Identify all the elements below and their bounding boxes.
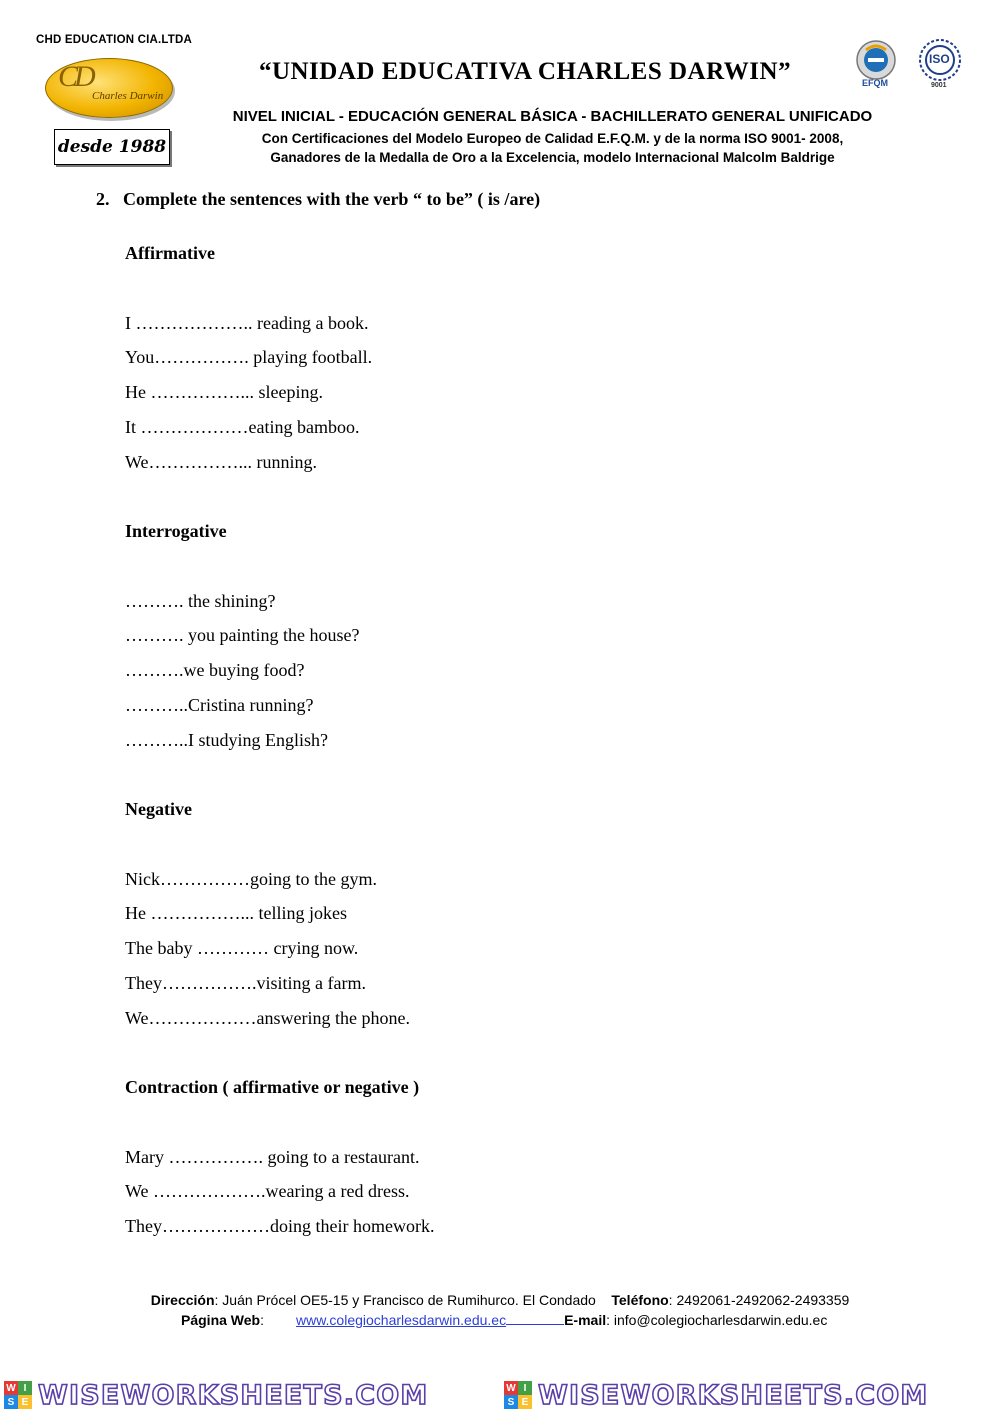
watermark-logo-icon [4,1381,32,1409]
iso-label: ISO [929,52,950,66]
affirmative-sentence-2[interactable]: You……………. playing football. [125,347,373,367]
certifications-line-2: Ganadores de la Medalla de Oro a la Excelencia, modelo Internacional Malcolm Baldrige [270,150,835,165]
affirmative-sentence-3[interactable]: He ……………... sleeping. [125,382,323,402]
exercise-instruction-text: Complete the sentences with the verb “ to be” ( is /are) [123,189,541,209]
interrogative-sentence-5[interactable]: ………..I studying English? [125,730,328,750]
negative-sentence-3[interactable]: The baby ………… crying now. [125,938,359,958]
section-contraction-title: Contraction ( affirmative or negative ) [125,1077,420,1097]
watermark-icon-i: I [18,1381,32,1395]
company-name: CHD EDUCATION CIA.LTDA [36,34,193,46]
section-interrogative-title: Interrogative [125,521,227,541]
affirmative-sentence-5[interactable]: We……………... running. [125,452,318,472]
logo-monogram: CD [58,60,92,93]
web-separator: : [260,1312,264,1328]
watermark-2 [504,1377,928,1413]
efqm-label: EFQM [862,78,888,88]
certifications [210,129,895,167]
address-label: Dirección [150,1292,215,1308]
address-value: : Juán Prócel OE5-15 y Francisco de Rumihurco. El Condado [214,1292,596,1308]
contraction-sentence-2[interactable]: We ……………….wearing a red dress. [125,1181,410,1201]
interrogative-sentence-4[interactable]: ………..Cristina running? [125,695,314,715]
watermark-icon-e: E [518,1395,532,1409]
phone-label: Teléfono [611,1292,669,1308]
interrogative-sentence-1[interactable]: ………. the shining? [125,591,276,611]
watermark-icon-w: W [4,1381,18,1395]
logo-signature: Charles Darwin [92,90,164,102]
watermark-text: WISEWORKSHEETS.COM [38,1379,429,1411]
negative-sentence-2[interactable]: He ……………... telling jokes [125,903,347,923]
footer-address [0,1292,1000,1308]
contraction-sentence-3[interactable]: They………………doing their homework. [125,1216,435,1236]
phone-value: : 2492061-2492062-2493359 [668,1292,850,1308]
certifications-line-1: Con Certificaciones del Modelo Europeo de Calidad E.F.Q.M. y de la norma ISO 9001- 2008, [261,131,844,146]
watermark-icon-e: E [18,1395,32,1409]
footer-contact [181,1312,827,1328]
web-label: Página Web [181,1312,261,1328]
watermark-logo-icon [504,1381,532,1409]
affirmative-sentence-4[interactable]: It ………………eating bamboo. [125,417,360,437]
watermark-1 [4,1377,428,1413]
watermark-icon-w: W [504,1381,518,1395]
email-label: E-mail [564,1312,607,1328]
watermark-icon-i: I [518,1381,532,1395]
watermark-icon-s: S [504,1395,518,1409]
section-affirmative-title: Affirmative [125,243,215,263]
efqm-logo [848,38,904,90]
exercise-number: 2. [96,189,110,209]
negative-sentence-4[interactable]: They…………….visiting a farm. [125,973,366,993]
affirmative-sentence-1[interactable]: I ……………….. reading a book. [125,313,369,333]
email-value: : info@colegiocharlesdarwin.edu.ec [606,1312,828,1328]
negative-sentence-1[interactable]: Nick……………going to the gym. [125,869,377,889]
school-title: “UNIDAD EDUCATIVA CHARLES DARWIN” [258,58,792,85]
section-negative-title: Negative [125,799,192,819]
iso-logo [918,38,962,90]
contraction-sentence-1[interactable]: Mary ……………. going to a restaurant. [125,1147,420,1167]
interrogative-sentence-3[interactable]: ……….we buying food? [125,660,305,680]
website-link[interactable]: www.colegiocharlesdarwin.edu.ec [295,1312,507,1328]
watermark-text: WISEWORKSHEETS.COM [538,1379,929,1411]
negative-sentence-5[interactable]: We………………answering the phone. [125,1008,410,1028]
iso-number: 9001 [931,82,947,89]
exercise-instruction [96,189,540,210]
founded-badge: desde 1988 [54,129,170,165]
watermark-icon-s: S [4,1395,18,1409]
education-levels: NIVEL INICIAL - EDUCACIÓN GENERAL BÁSICA - BACHILLERATO GENERAL UNIFICADO [232,108,873,125]
interrogative-sentence-2[interactable]: ………. you painting the house? [125,625,360,645]
